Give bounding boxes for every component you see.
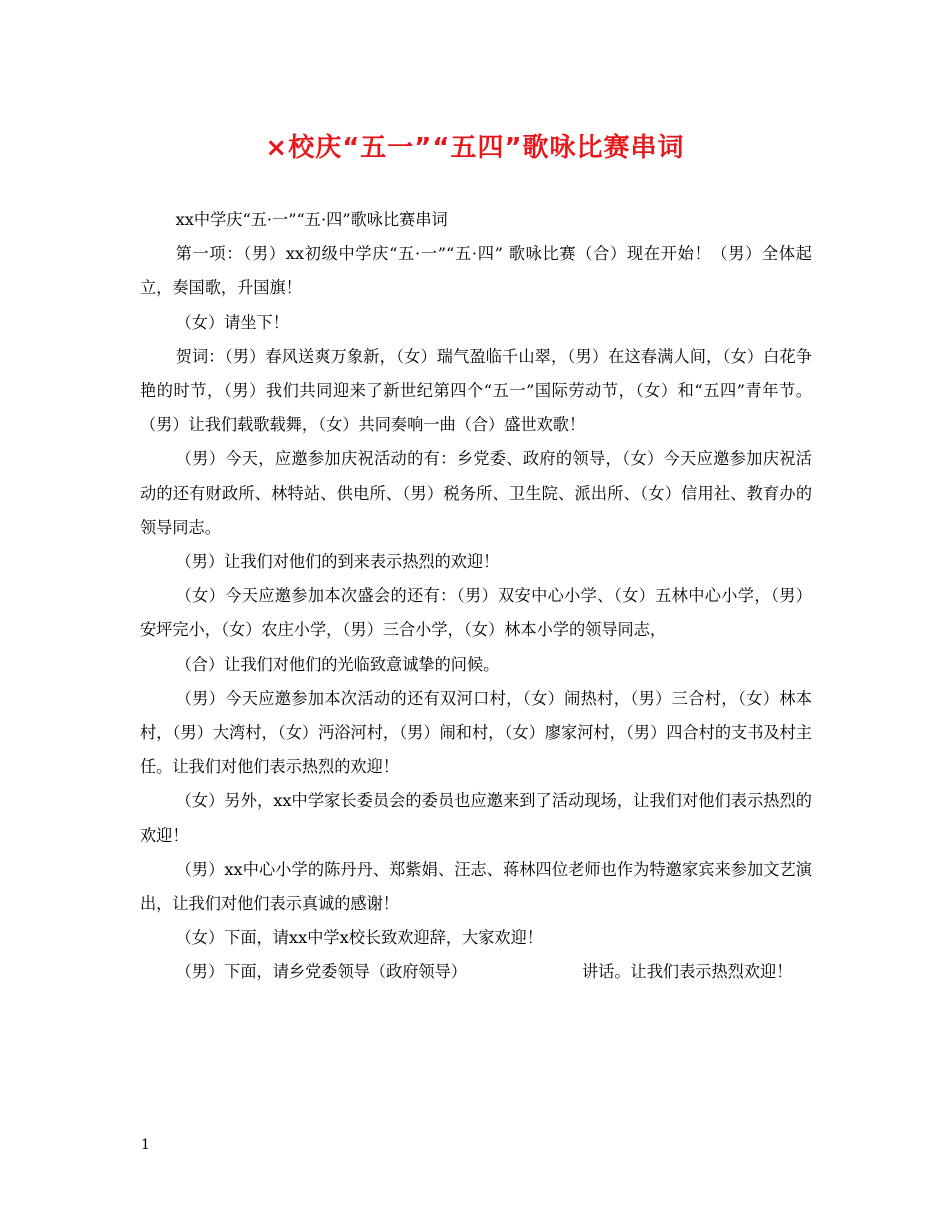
- leader-speech-before: （男）下面，请乡党委领导（政府领导）: [175, 962, 467, 982]
- paragraph-opening: 第一项：（男）xx初级中学庆“五·一”“五·四” 歌咏比赛（合）现在开始！（男）全体起立，奏国歌，升国旗！: [140, 244, 812, 298]
- paragraph-guests-schools: （女）今天应邀参加本次盛会的还有：（男）双安中心小学、（女）五林中心小学，（男）安坪完小，（女）农庄小学，（男）三合小学，（女）林本小学的领导同志，: [140, 586, 812, 640]
- document-title: ×校庆“五一”“五四”歌咏比赛串词: [265, 133, 685, 163]
- paragraph-subtitle: xx中学庆“五·一”“五·四”歌咏比赛串词: [175, 210, 448, 229]
- paragraph-leader-speech: [140, 955, 812, 989]
- paragraph-teachers: （男）xx中心小学的陈丹丹、郑紫娟、汪志、蒋林四位老师也作为特邀家宾来参加文艺演出，让我们对他们表示真诚的感谢！: [140, 859, 812, 914]
- paragraph-guests-villages: （男）今天应邀参加本次活动的还有双河口村，（女）闹热村，（男）三合村，（女）林本村，（男）大湾村，（女）沔浴河村，（男）闹和村，（女）廖家河村，（男）四合村的支书及村主任。让我们对他们表示热烈的欢迎！: [140, 688, 812, 777]
- paragraph-guests-officials: （男）今天，应邀参加庆祝活动的有：乡党委、政府的领导，（女）今天应邀参加庆祝活动的还有财政所、林特站、供电所、（男）税务所、卫生院、派出所、（女）信用社、教育办的领导同志。: [140, 449, 812, 537]
- page-number: 1: [141, 1137, 150, 1153]
- paragraph-greetings: （合）让我们对他们的光临致意诚挚的问候。: [175, 654, 500, 674]
- paragraph-parents-committee: （女）另外，xx中学家长委员会的委员也应邀来到了活动现场，让我们对他们表示热烈的欢迎！: [140, 791, 812, 845]
- paragraph-greeting: 贺词：（男）春风送爽万象新，（女）瑞气盈临千山翠，（男）在这春满人间，（女）白花争艳的时节，（男）我们共同迎来了新世纪第四个“五一”国际劳动节，（女）和“五四”青年节。（男）让我们载歌载舞，（女）共同奏响一曲（合）盛世欢歌！: [140, 346, 812, 435]
- document-body: [140, 203, 812, 990]
- paragraph-sit-down: （女）请坐下！: [175, 312, 289, 332]
- paragraph-welcome: （男）让我们对他们的到来表示热烈的欢迎！: [175, 552, 500, 572]
- leader-speech-after: 讲话。让我们表示热烈欢迎！: [582, 962, 793, 982]
- paragraph-principal-speech: （女）下面，请xx中学x校长致欢迎辞，大家欢迎！: [175, 928, 543, 948]
